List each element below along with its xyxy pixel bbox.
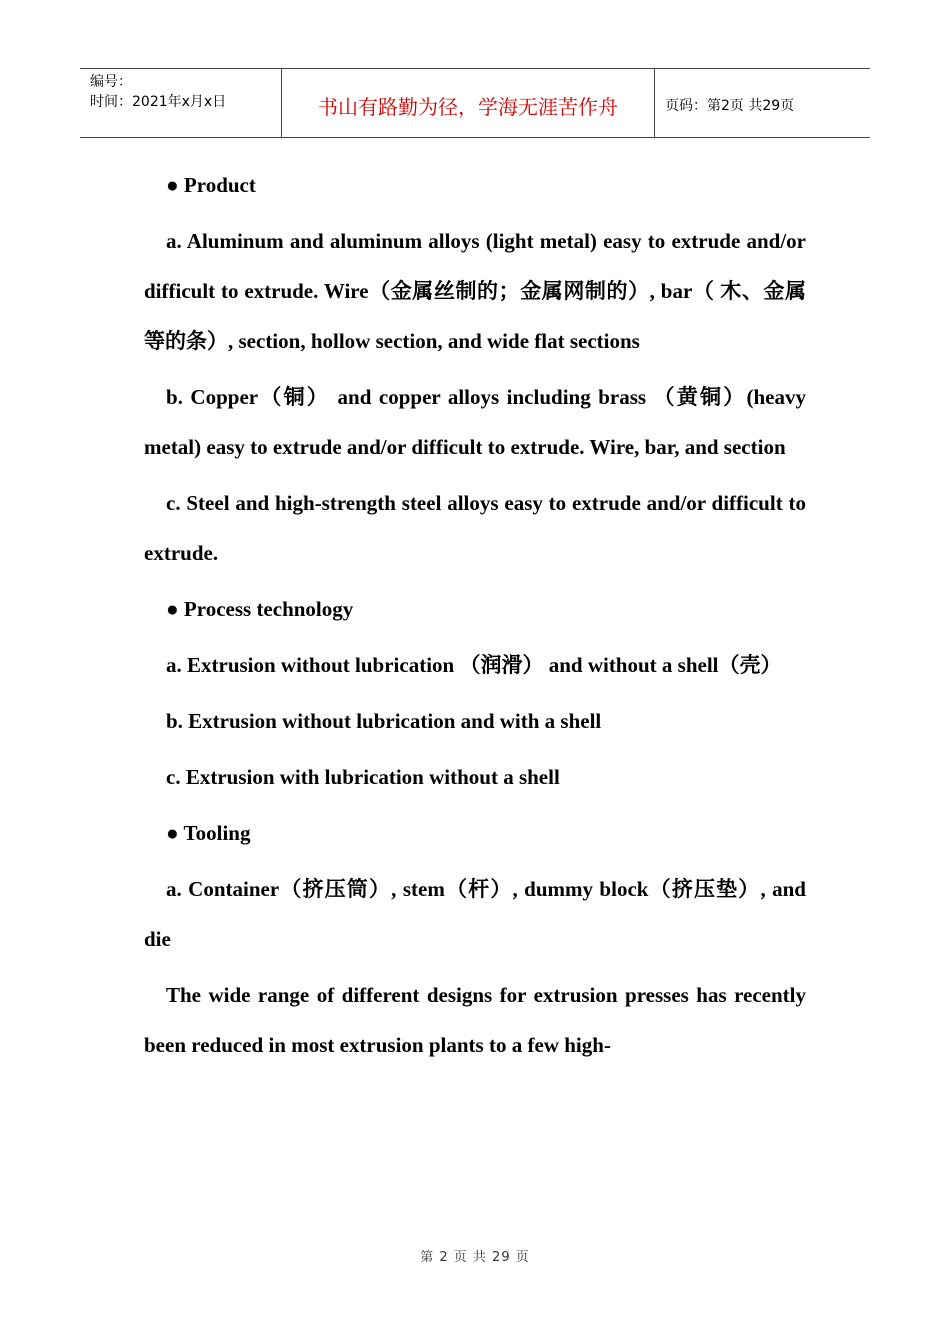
paragraph-extrusion-presses: The wide range of different designs for extrusion presses has recently been reduced in most extrusion plants to a few high- [144,983,806,1057]
header-left-cell [80,69,280,137]
paragraph-tooling-a: a. Container（挤压筒）, stem（杆）, dummy block（挤压垫）, and die [144,877,806,951]
document-body [144,160,806,1076]
paragraph-steel: c. Steel and high-strength steel alloys easy to extrude and/or difficult to extrude. [144,491,806,565]
paragraph-aluminum: a. Aluminum and aluminum alloys (light metal) easy to extrude and/or difficult to extrude. Wire（金属丝制的；金属网制的）, bar（ 木、金属等的条）, section, hollow section, and wide flat sections [144,229,806,353]
page-footer: 第 2 页 共 29 页 [420,1250,530,1265]
header-page-number: 页码：第2页 共29页 [665,98,795,114]
paragraph-process-a: a. Extrusion without lubrication （润滑） and without a shell（壳） [166,653,782,677]
paragraph-copper: b. Copper（铜） and copper alloys including brass （黄铜）(heavy metal) easy to extrude and/or difficult to extrude. Wire, bar, and section [144,385,806,459]
header-motto: 书山有路勤为径，学海无涯苦作舟 [318,95,618,119]
document-header [80,68,870,138]
header-right-cell [654,69,871,137]
date-label: 时间：2021年x月x日 [90,94,227,110]
serial-number-label: 编号： [90,74,132,90]
heading-tooling: ● Tooling [166,821,251,845]
paragraph-process-c: c. Extrusion with lubrication without a shell [166,765,560,789]
paragraph-process-b: b. Extrusion without lubrication and with a shell [166,709,602,733]
heading-process-technology: ● Process technology [166,597,354,621]
heading-product: ● Product [166,173,256,197]
header-center-cell [281,69,654,137]
